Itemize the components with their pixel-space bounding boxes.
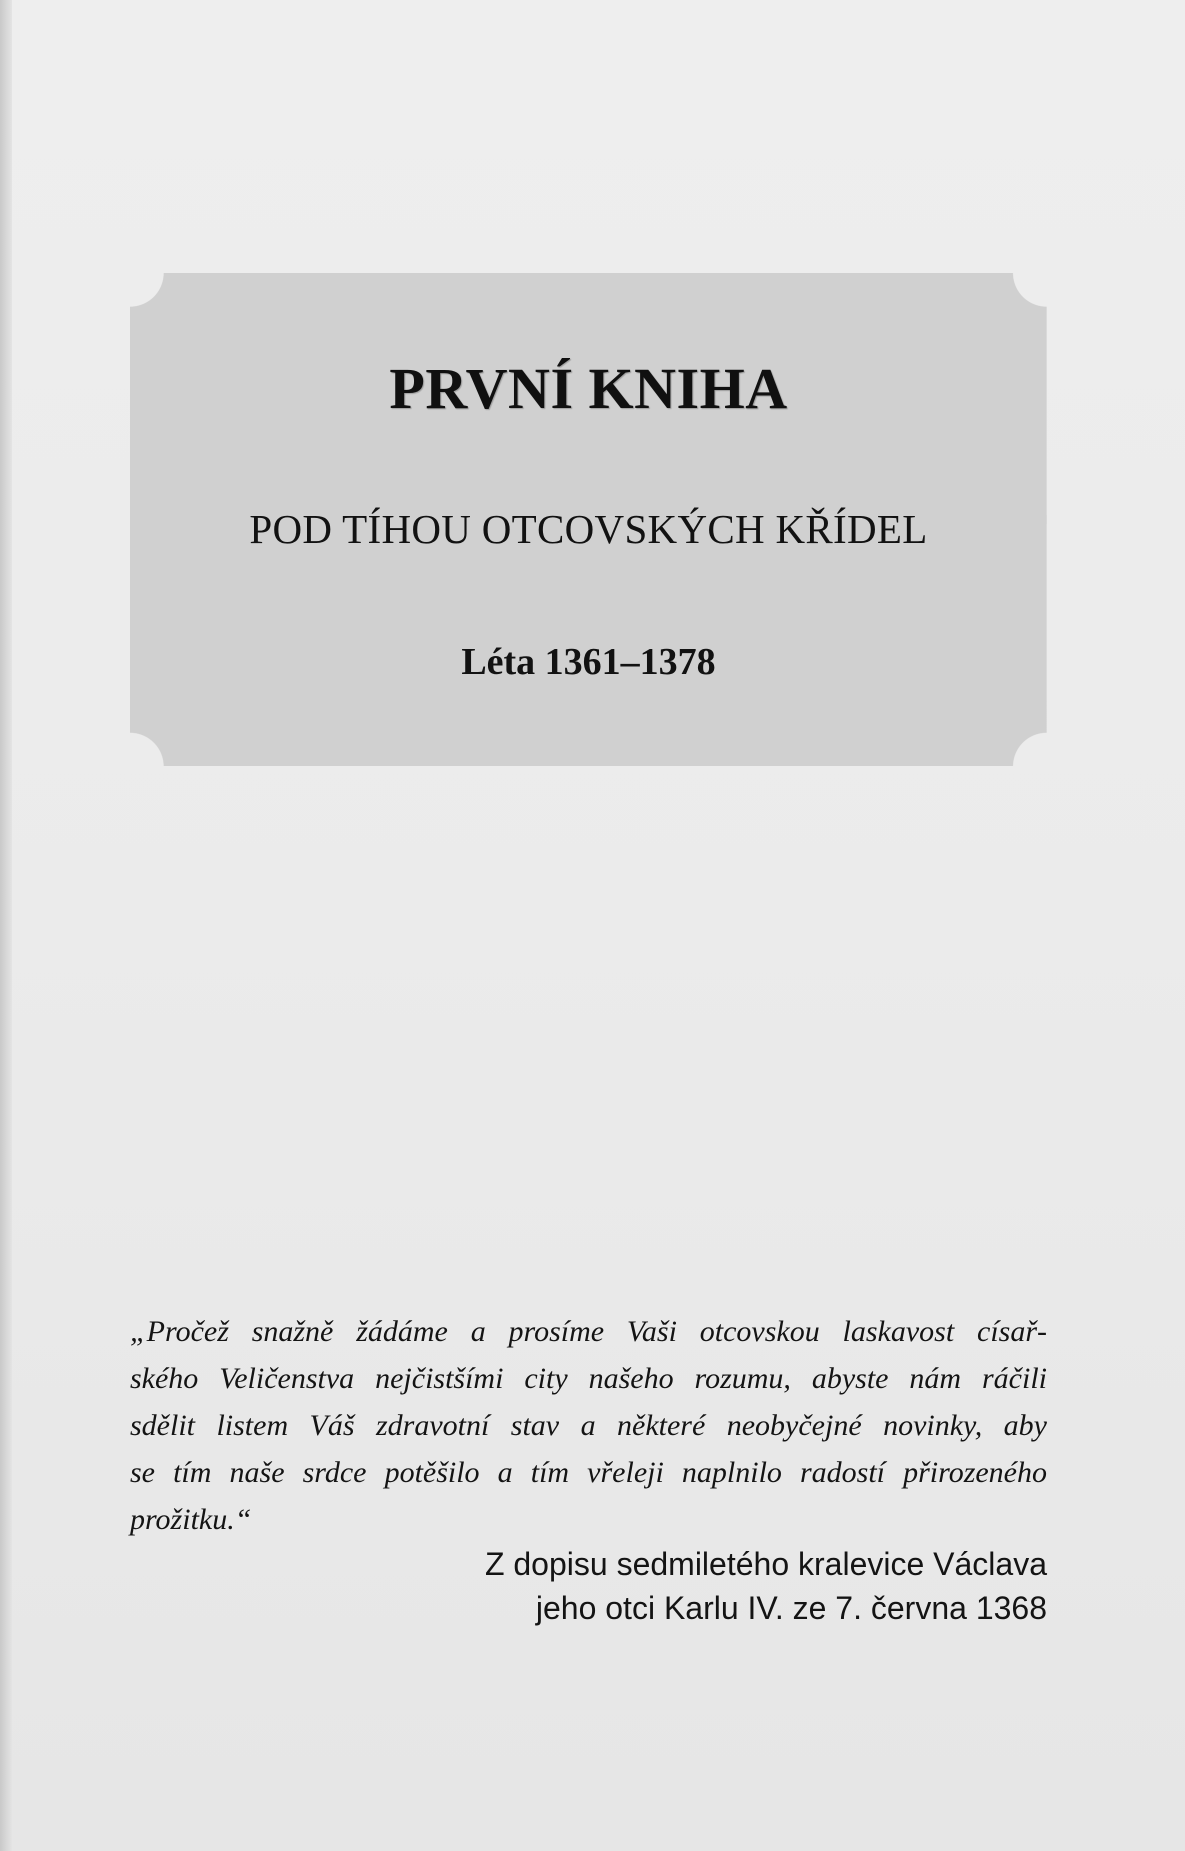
epigraph-line: sdělit listem Váš zdravotní stav a některé neobyčejné novinky, aby: [130, 1409, 1047, 1442]
epigraph-attribution: [485, 1542, 1047, 1630]
epigraph-line: ského Veličenstva nejčistšími city našeho rozumu, abyste nám ráčili: [130, 1362, 1047, 1395]
epigraph-line: prožitku.“: [130, 1503, 252, 1536]
part-subtitle: POD TÍHOU OTCOVSKÝCH KŘÍDEL: [249, 506, 928, 552]
epigraph-line: „Pročež snažně žádáme a prosíme Vaši otcovskou laskavost císař-: [130, 1315, 1047, 1348]
epigraph-line: se tím naše srdce potěšilo a tím vřeleji naplnilo radostí přirozeného: [130, 1456, 1047, 1489]
book-title: PRVNÍ KNIHA: [389, 356, 788, 421]
page-edge: [0, 0, 12, 1851]
attribution-line: Z dopisu sedmiletého kralevice Václava: [484, 1546, 1047, 1582]
epigraph-quote: [130, 1308, 1047, 1543]
years-range: Léta 1361–1378: [461, 641, 716, 683]
attribution-line: jeho otci Karlu IV. ze 7. června 1368: [535, 1590, 1047, 1626]
